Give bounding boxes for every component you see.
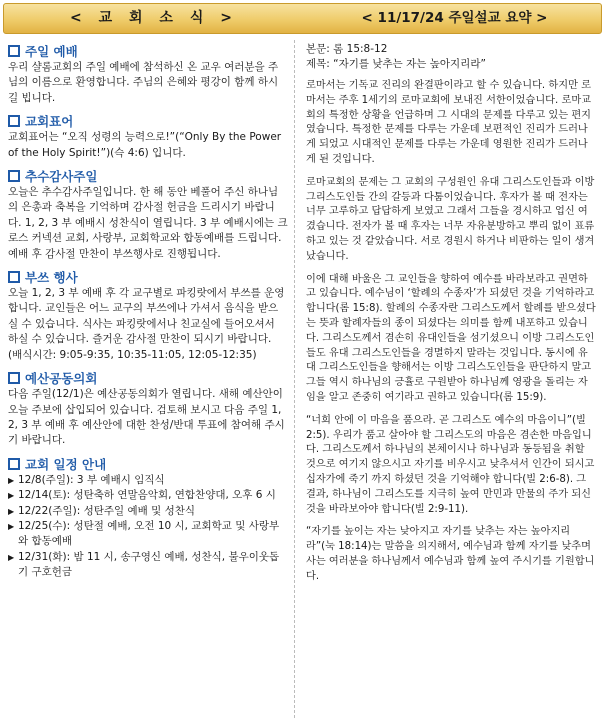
schedule-item: ▶ 12/14(토): 성탄축하 연말음악회, 연합찬양대, 오후 6 시 bbox=[8, 488, 288, 503]
schedule-item: ▶ 12/25(수): 성탄절 예배, 오전 10 시, 교회학교 및 사랑부와 합동예배 bbox=[8, 519, 280, 548]
schedule-item: ▶ 12/22(주일): 성탄주일 예배 및 성찬식 bbox=[8, 504, 288, 519]
square-bullet-icon bbox=[8, 271, 20, 283]
section-sunday-worship bbox=[8, 42, 288, 106]
square-bullet-icon bbox=[8, 115, 20, 127]
square-bullet-icon bbox=[8, 458, 20, 470]
section-church-schedule bbox=[8, 455, 288, 581]
column-divider bbox=[294, 40, 295, 718]
triangle-bullet-icon: ▶ bbox=[8, 506, 15, 516]
sermon-paragraph: 이에 대해 바울은 그 교인들을 향하여 예수를 바라보라고 권면하고 있습니다. 예수님이 ‘할례의 수종자’가 되셨던 것을 기억하라고 합니다(롬 15:8). 할례의 수종자란 그리스도께서 할례를 받으셨다는 뜻과 할례자들의 종이 되셨다는 의미를 함께 내포하고 있습니다. 그리스도께서 겸손히 유대인들을 섬기셨으니 이방 그리스도인들도 유대 그리스도인들을 경멸하지 말라는 것입니다. 동시에 유대 그리스도인들을 향해서는 이방 그리스도인들을 판단하지 말고 그들 역시 하나님의 긍휼로 구원받아 하나님께 영광을 돌리는 자임을 알고 존중히 여기라고 권하고 있습니다(롬 15:9). bbox=[306, 273, 596, 403]
sermon-paragraph: “너희 안에 이 마음을 품으라. 곧 그리스도 예수의 마음이니”(빌 2:5). 우리가 품고 살아야 할 그리스도의 마음은 겸손한 마음입니다. 그리스도께서 하나님의 본체이시나 하나님과 동등됨을 취할 것으로 여기지 않으시고 자기를 비우시고 낮추셔서 인간이 되시고 십자가에 죽기 까지 하셨던 것을 기억해야 합니다(빌 2:6-8). 그 결과, 하나님이 그리스도를 지극히 높여 만민과 만물의 주가 되신 것을 바라보아야 합니다(빌 2:9-11). bbox=[306, 414, 595, 515]
square-bullet-icon bbox=[8, 372, 20, 384]
section-title: 주일 예배 bbox=[25, 44, 78, 59]
section-body: 오늘 1, 2, 3 부 예배 후 각 교구별로 파킹랏에서 부쓰를 운영합니다. 교인들은 어느 교구의 부쓰에나 가셔서 음식을 받으실 수 있습니다. 식사는 파킹랏에서나 친교실에 들어오셔서 하실 수 있습니다. 즐거운 감사절 만찬이 되시기 바랍니다. (배식시간: 9:05-9:35, 10:35-11:05, 12:05-12:35) bbox=[8, 287, 285, 361]
square-bullet-icon bbox=[8, 170, 20, 182]
sermon-paragraph: 로마서는 기독교 진리의 완결판이라고 할 수 있습니다. 하지만 로마서는 주후 1세기의 로마교회에 보내진 서한이었습니다. 로마교회의 특정한 상황을 언급하며 그 시대의 문제를 다루고 있는 편지였습니다. 특정한 문제를 다루는 가운데 보편적인 진리가 드러나게 되었고 시대적인 문제를 다루는 가운데 영원한 진리가 드러나게 된 것입니다. bbox=[306, 80, 592, 165]
sermon-passage: 본문: 롬 15:8-12 bbox=[306, 43, 388, 55]
section-body: 교회표어는 “오직 성령의 능력으로!”(“Only By the Power of the Holy Spirit!”)(슥 4:6) 입니다. bbox=[8, 131, 282, 159]
triangle-bullet-icon: ▶ bbox=[8, 521, 15, 531]
triangle-bullet-icon: ▶ bbox=[8, 475, 15, 485]
header-bar bbox=[3, 3, 602, 34]
triangle-bullet-icon: ▶ bbox=[8, 491, 15, 501]
section-title: 추수감사주일 bbox=[25, 169, 98, 185]
section-thanksgiving bbox=[8, 167, 288, 262]
schedule-item: ▶ 12/8(주일): 3 부 예배시 임직식 bbox=[8, 473, 288, 488]
section-body: 다음 주일(12/1)은 예산공동의회가 열립니다. 새해 예산안이 오늘 주보에 삽입되어 있습니다. 검토해 보시고 다음 주일 1, 2, 3 부 예배 후 예산안에 대한 찬성/반대 투표에 참여해 주시기 바랍니다. bbox=[8, 388, 285, 447]
section-title: 교회표어 bbox=[25, 114, 74, 130]
church-news-title: < 교 회 소 식 > bbox=[70, 10, 238, 26]
section-budget-meeting bbox=[8, 369, 288, 449]
sermon-paragraph: 로마교회의 문제는 그 교회의 구성원인 유대 그리스도인들과 이방 그리스도인들 간의 갈등과 다툼이었습니다. 후자가 볼 때 전자는 너무 고루하고 답답하게 보였고 그래서 그들을 경시하고 업신 여겼습니다. 전자가 볼 때 후자는 너무 자유분방하고 뿌리 없이 표류하고 있는 것 같았습니다. 서로 경원시 하거나 비판하는 일이 생겨났습니다. bbox=[306, 176, 595, 262]
triangle-bullet-icon: ▶ bbox=[8, 552, 15, 562]
section-church-motto bbox=[8, 112, 288, 161]
sermon-summary-column bbox=[306, 42, 596, 585]
sermon-paragraph: “자기를 높이는 자는 낮아지고 자기를 낮추는 자는 높아지리라”(눅 18:14)는 말씀을 의지해서, 예수님과 함께 자기를 낮추며 사는 여러분을 하나님께서 예수님과 함께 높여 주시기를 기원합니다. bbox=[306, 526, 595, 582]
section-title: 교회 일정 안내 bbox=[25, 456, 107, 472]
section-title: 예산공동의회 bbox=[25, 371, 98, 387]
church-news-column bbox=[8, 42, 288, 587]
section-title: 부쓰 행사 bbox=[25, 270, 78, 286]
schedule-item: ▶ 12/31(화): 밤 11 시, 송구영신 예배, 성찬식, 불우이웃돕기 구호헌금 bbox=[8, 550, 280, 579]
sermon-summary-title: < 11/17/24 주일설교 요약 > bbox=[361, 10, 548, 26]
schedule-list bbox=[8, 473, 288, 581]
section-body: 오늘은 추수감사주일입니다. 한 해 동안 베풀어 주신 하나님의 은총과 축복을 기억하며 감사절 헌금을 드리시기 바랍니다. 1, 2, 3 부 예배시 성찬식이 열립니다. 3 부 예배시에는 크로스 커넥션 교회, 사랑부, 교회학교와 합동예배를 드립니다. 예배 후 감사절 만찬이 부쓰행사로 진행됩니다. bbox=[8, 186, 288, 260]
section-booth-event bbox=[8, 268, 288, 363]
sermon-title: 제목: “자기를 낮추는 자는 높아지리라” bbox=[306, 57, 486, 70]
section-body: 우리 샬롬교회의 주일 예배에 참석하신 온 교우 여러분을 주님의 이름으로 환영합니다. 주님의 은혜와 평강이 함께 하시길 빕니다. bbox=[8, 61, 279, 104]
square-bullet-icon bbox=[8, 45, 20, 57]
